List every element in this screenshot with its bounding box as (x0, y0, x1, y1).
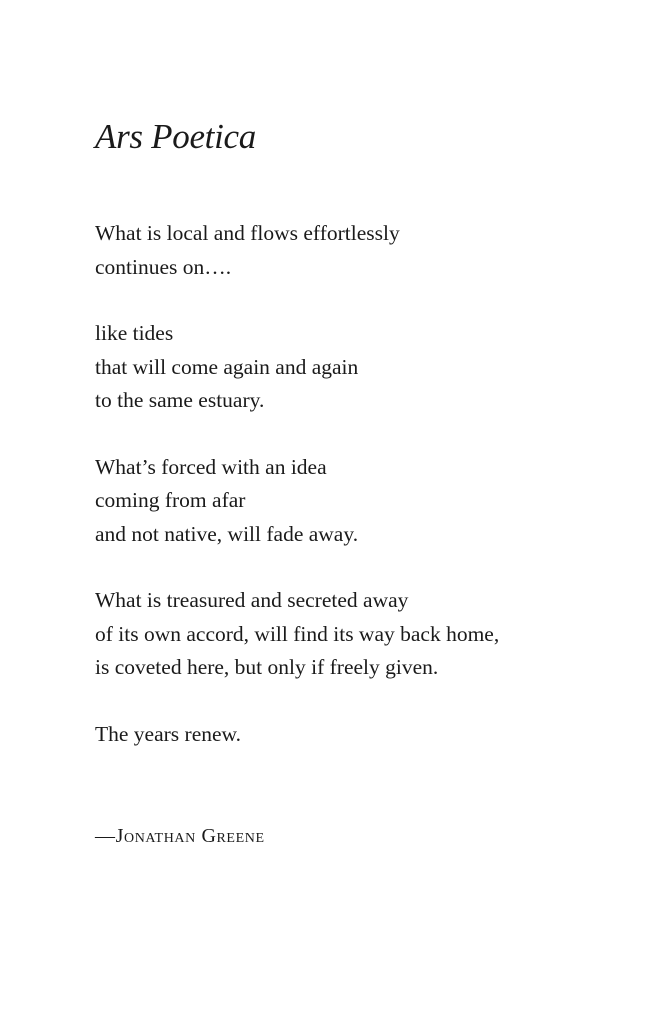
poem-title: Ars Poetica (95, 117, 256, 156)
poem-line: and not native, will fade away. (95, 521, 359, 546)
poem-line: to the same estuary. (95, 388, 265, 412)
poem-line: is coveted here, but only if freely given. (95, 655, 439, 679)
stanza (95, 217, 499, 284)
poem-line: continues on…. (95, 254, 232, 279)
poem-line: of its own accord, will find its way back home, (95, 621, 500, 646)
poem-line: What is local and flows effortlessly (95, 221, 400, 245)
poem-body (95, 217, 499, 784)
poem-line: like tides (95, 321, 174, 345)
stanza (95, 317, 499, 418)
stanza (95, 718, 499, 752)
poem-line: The years renew. (95, 721, 242, 746)
poem-line: that will come again and again (95, 354, 359, 379)
stanza (95, 451, 499, 552)
poem-line: What is treasured and secreted away (95, 588, 409, 612)
stanza (95, 584, 499, 685)
poem-line: coming from afar (95, 488, 246, 512)
poem-author: —Jonathan Greene (95, 825, 265, 847)
poem-line: What’s forced with an idea (95, 454, 327, 479)
